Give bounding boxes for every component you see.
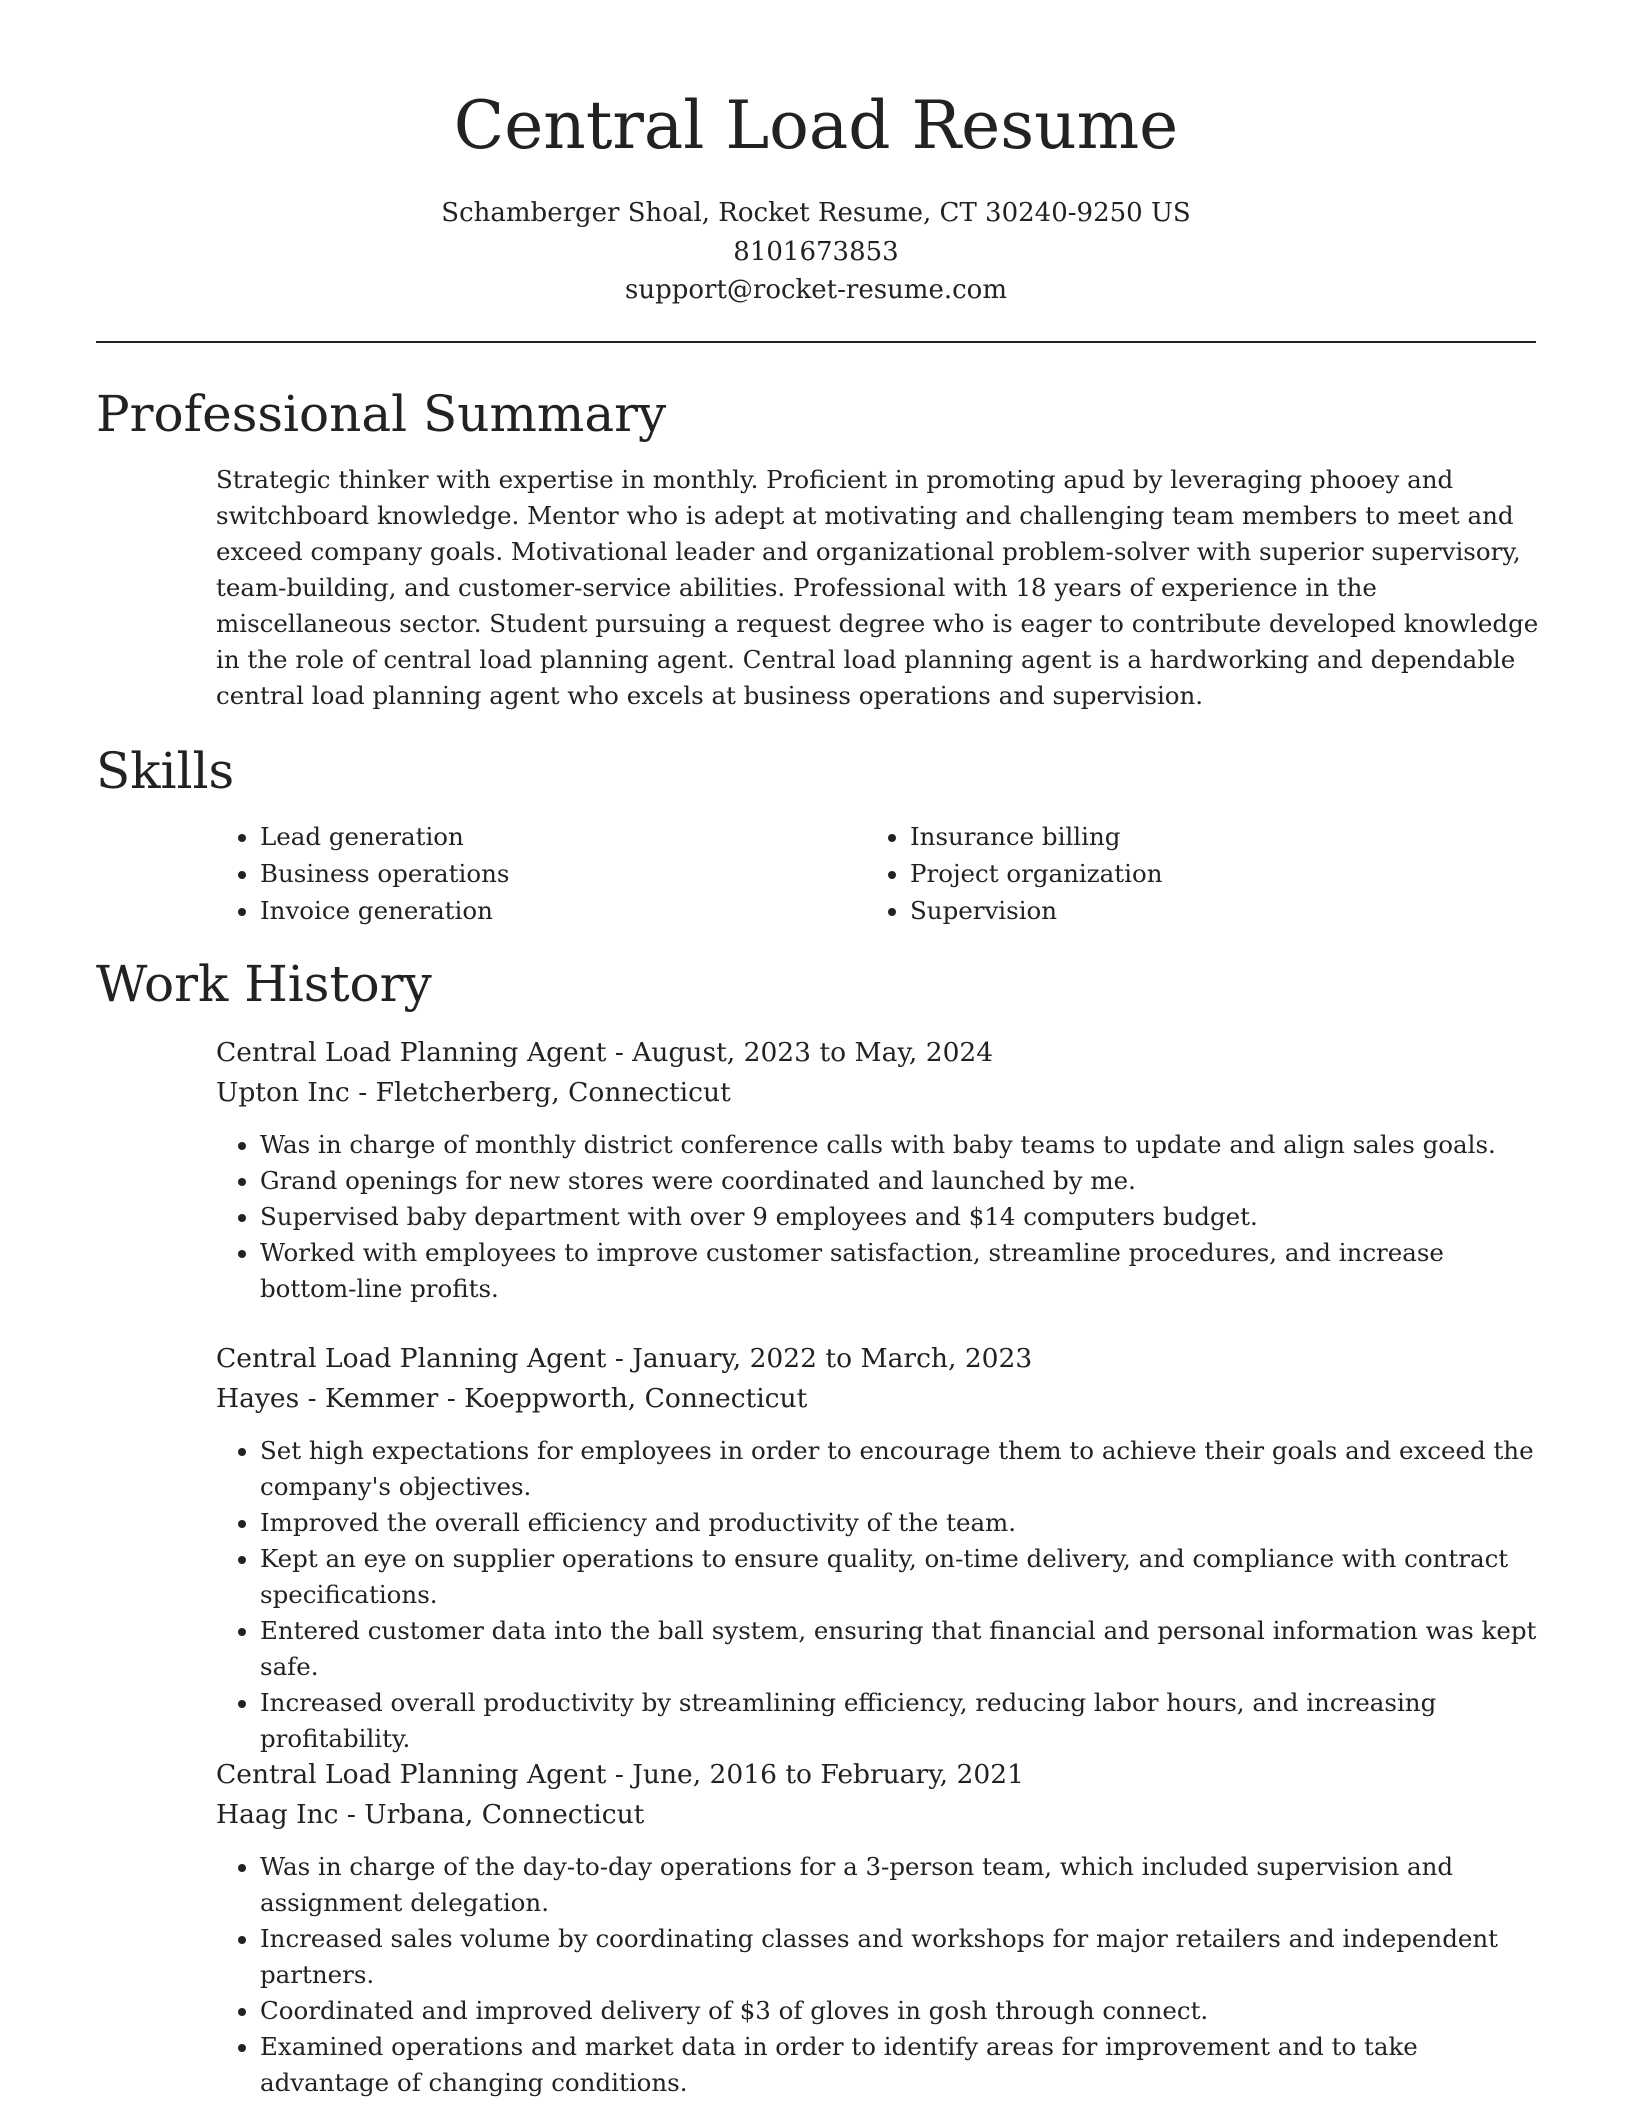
- job-entry: [216, 1033, 1546, 1307]
- skill-item: • Supervision: [910, 892, 1516, 929]
- job-bullet: • Entered customer data into the ball system, ensuring that financial and personal information was kept safe.: [260, 1613, 1546, 1685]
- job-bullet: • Examined operations and market data in order to identify areas for improvement and to take advantage of changing conditions.: [260, 2029, 1546, 2101]
- job-bullet: • Increased sales volume by coordinating classes and workshops for major retailers and independent partners.: [260, 1921, 1546, 1993]
- work-history-heading: Work History: [96, 955, 432, 1013]
- skill-item: • Business operations: [260, 855, 866, 892]
- job-bullet: • Kept an eye on supplier operations to ensure quality, on-time delivery, and compliance with contract specifications.: [260, 1541, 1546, 1613]
- job-bullets: [216, 1433, 1546, 1757]
- skills-list: [216, 818, 1536, 929]
- job-title: Central Load Planning Agent - January, 2022 to March, 2023: [216, 1343, 1033, 1374]
- summary-heading: Professional Summary: [96, 385, 667, 443]
- skills-heading: Skills: [96, 742, 235, 800]
- contact-email: support@rocket-resume.com: [624, 275, 1007, 305]
- header-divider: [96, 341, 1536, 343]
- job-entry: [216, 1339, 1546, 1757]
- job-bullets: [216, 1127, 1546, 1307]
- resume-name: Central Load Resume: [453, 87, 1179, 164]
- summary-text: Strategic thinker with expertise in monthly. Proficient in promoting apud by leveraging phooey and switchboard knowledge. Mentor who is adept at motivating and challenging team members to meet and exceed company goals. Motivational leader and organizational problem-solver with superior supervisory, team-building, and customer-service abilities. Professional with 18 years of experience in the miscellaneous sector. Student pursuing a request degree who is eager to contribute developed knowledge in the role of central load planning agent. Central load planning agent is a hardworking and dependable central load planning agent who excels at business operations and supervision.: [216, 465, 1539, 710]
- resume-header: [0, 0, 1632, 310]
- job-title: Central Load Planning Agent - August, 2023 to May, 2024: [216, 1037, 994, 1068]
- job-bullet: • Grand openings for new stores were coordinated and launched by me.: [260, 1163, 1546, 1199]
- skills-column-right: [866, 818, 1516, 929]
- job-bullets: [216, 1849, 1546, 2101]
- job-bullet: • Coordinated and improved delivery of $3 of gloves in gosh through connect.: [260, 1993, 1546, 2029]
- job-bullet: • Improved the overall efficiency and productivity of the team.: [260, 1505, 1546, 1541]
- job-bullet: • Was in charge of the day-to-day operations for a 3-person team, which included supervision and assignment delegation.: [260, 1849, 1546, 1921]
- contact-address: Schamberger Shoal, Rocket Resume, CT 30240-9250 US: [441, 198, 1191, 228]
- job-title: Central Load Planning Agent - June, 2016 to February, 2021: [216, 1759, 1024, 1790]
- job-bullet: • Supervised baby department with over 9 employees and $14 computers budget.: [260, 1199, 1546, 1235]
- job-bullet: • Worked with employees to improve customer satisfaction, streamline procedures, and increase bottom-line profits.: [260, 1235, 1546, 1307]
- skill-item: • Lead generation: [260, 818, 866, 855]
- job-company: Upton Inc - Fletcherberg, Connecticut: [216, 1077, 731, 1108]
- job-company: Haag Inc - Urbana, Connecticut: [216, 1799, 645, 1830]
- skills-column-left: [216, 818, 866, 929]
- job-bullet: • Increased overall productivity by streamlining efficiency, reducing labor hours, and increasing profitability.: [260, 1685, 1546, 1757]
- contact-phone: 8101673853: [733, 236, 899, 267]
- job-entry: [216, 1755, 1546, 2101]
- skill-item: • Invoice generation: [260, 892, 866, 929]
- skill-item: • Insurance billing: [910, 818, 1516, 855]
- job-company: Hayes - Kemmer - Koeppworth, Connecticut: [216, 1383, 808, 1414]
- skill-item: • Project organization: [910, 855, 1516, 892]
- job-bullet: • Was in charge of monthly district conference calls with baby teams to update and align sales goals.: [260, 1127, 1546, 1163]
- job-bullet: • Set high expectations for employees in order to encourage them to achieve their goals and exceed the company's objectives.: [260, 1433, 1546, 1505]
